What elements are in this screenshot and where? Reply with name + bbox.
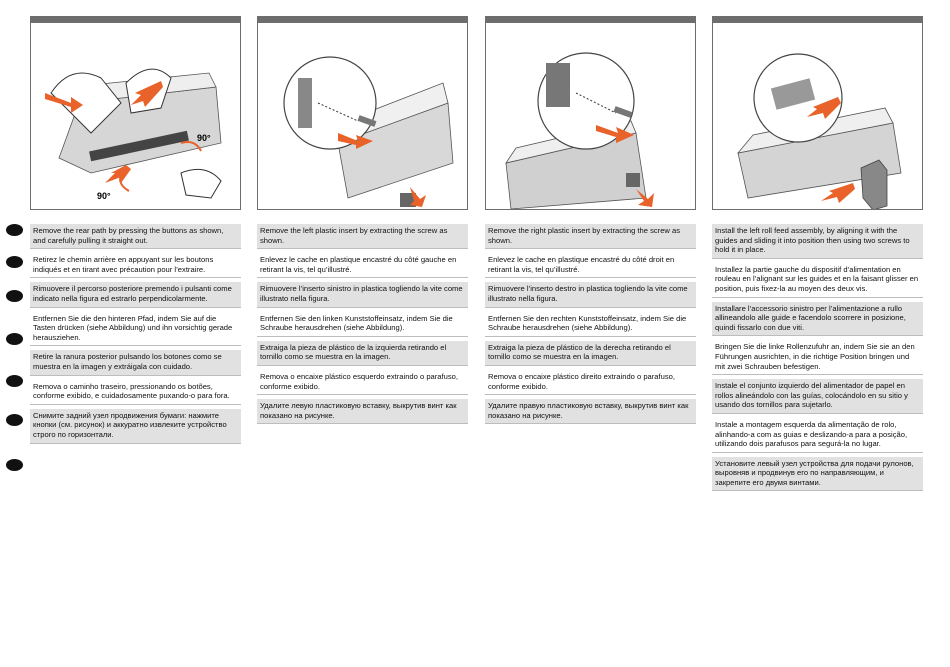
step-header-bar [30,16,241,23]
right-insert-screw-illustration [486,23,695,209]
instruction-ru: Установите левый узел устройства для подачи рулонов, выровняв и продвинув его по направляющим, и закрепите его двумя винтами. [712,457,923,492]
step-column-1 [30,16,241,448]
instruction-pt: Remova o caminho traseiro, pressionando os botões, conforme exibido, e cuidadosamente puxando-o para fora. [30,380,241,405]
angle-label-top: 90° [197,133,211,143]
language-bullet [6,375,23,387]
instruction-blocks [712,224,923,491]
instruction-fr: Installez la partie gauche du dispositif d’alimentation en rouleau en l’alignant sur les guides et en la faisant glisser en position, puis fixez-la au moyen des deux vis. [712,263,923,298]
instruction-en: Remove the rear path by pressing the buttons as shown, and carefully pulling it straight out. [30,224,241,249]
instruction-blocks [485,224,696,424]
step-illustration [257,23,468,210]
angle-label-bottom: 90° [97,191,111,201]
instruction-ru: Снимите задний узел продвижения бумаги: нажмите кнопки (см. рисунок) и аккуратно извлеките устройство строго по горизонтали. [30,409,241,444]
instruction-fr: Enlevez le cache en plastique encastré du côté gauche en retirant la vis, tel qu’illustré. [257,253,468,278]
language-bullets [0,0,30,667]
language-bullet [6,290,23,302]
instruction-it: Rimuovere l’inserto sinistro in plastica togliendo la vite come illustrato nella figura. [257,282,468,307]
language-bullet [6,333,23,345]
roll-feed-install-illustration [713,23,922,209]
step-header-bar [712,16,923,23]
instruction-pt: Remova o encaixe plástico esquerdo extraindo o parafuso, conforme exibido. [257,370,468,395]
printer-rear-path-illustration [31,23,240,209]
left-insert-screw-illustration [258,23,467,209]
instruction-it: Rimuovere il percorso posteriore premendo i pulsanti come indicato nella figura ed estrarlo perpendicolarmente. [30,282,241,307]
instruction-fr: Enlevez le cache en plastique encastré du côté droit en retirant la vis, tel qu’illustré. [485,253,696,278]
instruction-pt: Instale a montagem esquerda da alimentação de rolo, alinhando-a com as guias e deslizando-a para a posição, utilizando dois parafusos para segurá-la no lugar. [712,418,923,453]
instruction-blocks [257,224,468,424]
instruction-ru: Удалите правую пластиковую вставку, выкрутив винт как показано на рисунке. [485,399,696,424]
instruction-en: Remove the right plastic insert by extracting the screw as shown. [485,224,696,249]
instruction-de: Entfernen Sie den linken Kunststoffeinsatz, indem Sie die Schraube herausdrehen (siehe Abbildung). [257,312,468,337]
instruction-es: Extraiga la pieza de plástico de la derecha retirando el tornillo como se muestra en la imagen. [485,341,696,366]
step-column-2 [257,16,468,428]
instruction-de: Entfernen Sie den rechten Kunststoffeinsatz, indem Sie die Schraube herausdrehen (siehe Abbildung). [485,312,696,337]
step-illustration [712,23,923,210]
instruction-ru: Удалите левую пластиковую вставку, выкрутив винт как показано на рисунке. [257,399,468,424]
instruction-de: Bringen Sie die linke Rollenzufuhr an, indem Sie sie an den Führungen ausrichten, in die richtige Position bringen und mit zwei Schrauben befestigen. [712,340,923,375]
step-column-3 [485,16,696,428]
instruction-it: Installare l’accessorio sinistro per l’alimentazione a rullo allineandolo alle guide e facendolo scorrere in posizione, quindi fissarlo con due viti. [712,302,923,337]
language-bullet [6,224,23,236]
step-column-4 [712,16,923,495]
language-bullet [6,414,23,426]
instruction-es: Retire la ranura posterior pulsando los botones como se muestra en la imagen y extráigala con cuidado. [30,350,241,375]
instruction-en: Remove the left plastic insert by extracting the screw as shown. [257,224,468,249]
step-illustration [30,23,241,210]
step-header-bar [257,16,468,23]
instruction-it: Rimuovere l’inserto destro in plastica togliendo la vite come illustrato nella figura. [485,282,696,307]
step-header-bar [485,16,696,23]
instruction-blocks [30,224,241,444]
instruction-pt: Remova o encaixe plástico direito extraindo o parafuso, conforme exibido. [485,370,696,395]
instruction-es: Extraiga la pieza de plástico de la izquierda retirando el tornillo como se muestra en la imagen. [257,341,468,366]
instruction-fr: Retirez le chemin arrière en appuyant sur les boutons indiqués et en tirant avec précaution pour l’extraire. [30,253,241,278]
instruction-de: Entfernen Sie die den hinteren Pfad, indem Sie auf die Tasten drücken (siehe Abbildung) und ihn vorsichtig gerade herausziehen. [30,312,241,347]
language-bullet [6,256,23,268]
step-illustration [485,23,696,210]
instruction-en: Install the left roll feed assembly, by aligning it with the guides and sliding it into position then using two screws to hold it in place. [712,224,923,259]
language-bullet [6,459,23,471]
instruction-es: Instale el conjunto izquierdo del alimentador de papel en rollos alineándolo con las guías, colocándolo en su sitio y usando dos tornillos para sujetarlo. [712,379,923,414]
